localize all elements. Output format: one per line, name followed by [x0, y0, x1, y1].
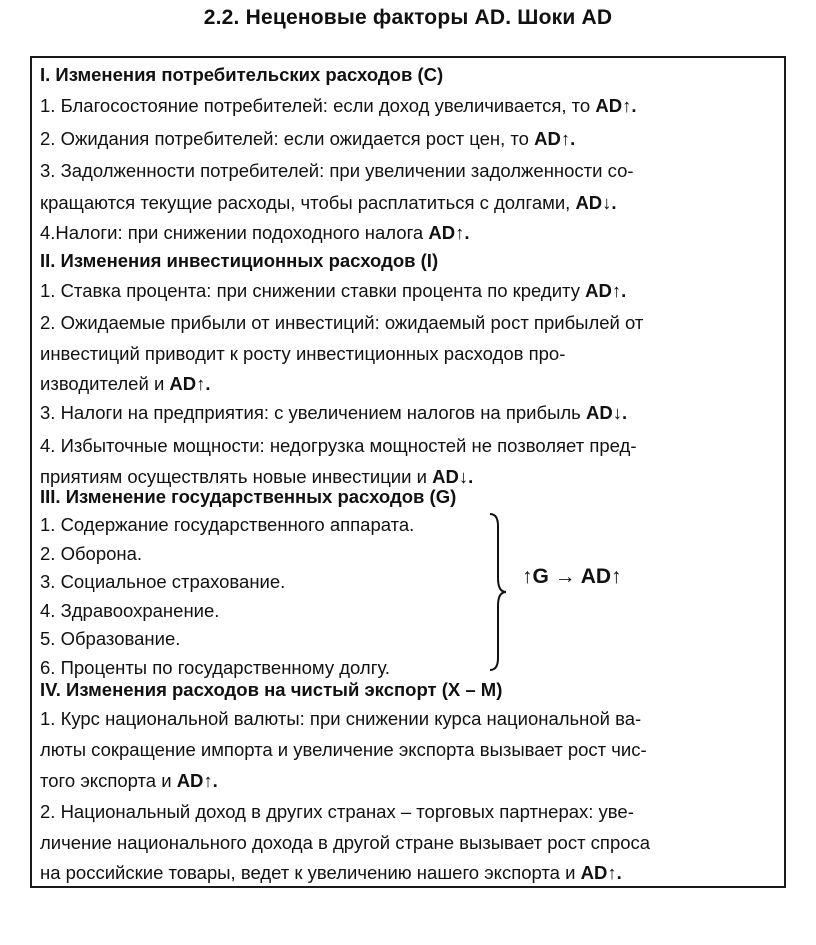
item-end: .: [464, 222, 470, 243]
item-text: 3. Социальное страхование.: [40, 571, 286, 592]
arrow-up-icon: ↑: [611, 280, 622, 301]
section1-item: [40, 128, 575, 150]
government-spending-effect: ↑G → AD↑: [522, 565, 622, 588]
section4-item: [40, 862, 622, 884]
arrow-down-icon: ↓: [602, 192, 612, 213]
section4-item: [40, 832, 650, 854]
item-text: 1. Курс национальной валюты: при снижении курса национальной ва-: [40, 708, 642, 729]
section1-item: [40, 160, 634, 182]
section4-item: [40, 770, 218, 792]
arrow-up-icon: ↑: [203, 770, 213, 791]
item-text: 2. Национальный доход в других странах – торговых партнерах: уве-: [40, 801, 634, 822]
item-text: кращаются текущие расходы, чтобы расплатиться с долгами,: [40, 192, 576, 213]
ad-label: AD: [575, 192, 603, 213]
item-end: .: [621, 280, 627, 301]
section2-item: [40, 343, 565, 365]
arrow-up-icon: ↑: [622, 95, 632, 116]
item-end: .: [212, 770, 218, 791]
ad-label: AD: [580, 862, 608, 883]
item-end: .: [611, 192, 617, 213]
ad-label: AD: [585, 402, 613, 423]
section1-heading: I. Изменения потребительских расходов (C): [40, 64, 444, 85]
ad-label: AD: [534, 128, 561, 149]
item-end: .: [631, 95, 637, 116]
section2-item: [40, 373, 211, 395]
section4-item: [40, 801, 634, 823]
ad-label: AD: [585, 280, 612, 301]
arrow-up-icon: ↑: [560, 128, 571, 149]
section3-item: [40, 628, 180, 650]
item-text: 3. Задолженности потребителей: при увеличении задолженности со-: [40, 160, 634, 181]
section3-item: [40, 571, 285, 593]
ad-label: AD: [428, 222, 456, 243]
item-text: инвестиций приводит к росту инвестиционных расходов про-: [40, 343, 566, 364]
section1-item: [40, 222, 469, 244]
section3-item: [40, 514, 414, 536]
curly-brace-icon: [488, 512, 508, 672]
section3-item: [40, 657, 390, 679]
item-end: .: [205, 373, 211, 394]
item-text: 1. Ставка процента: при снижении ставки процента по кредиту: [40, 280, 586, 301]
item-text: на российские товары, ведет к увеличению нашего экспорта и: [40, 862, 581, 883]
section2-item: [40, 466, 473, 488]
item-text: 4.Налоги: при снижении подоходного налога: [40, 222, 429, 243]
item-text: изводителей и: [40, 373, 170, 394]
item-text: того экспорта и: [40, 770, 177, 791]
arrow-up-icon: ↑: [455, 222, 465, 243]
item-text: 2. Оборона.: [40, 543, 143, 564]
section2-item: [40, 402, 627, 424]
arrow-down-icon: ↓: [612, 402, 622, 423]
section1-item: [40, 95, 636, 117]
item-text: 1. Содержание государственного аппарата.: [40, 514, 415, 535]
section2-item: [40, 280, 626, 302]
item-end: .: [621, 402, 628, 423]
item-end: .: [570, 128, 576, 149]
item-end: .: [616, 862, 622, 883]
section3-item: [40, 600, 219, 622]
item-text: люты сокращение импорта и увеличение экспорта вызывает рост чис-: [40, 739, 647, 760]
arrow-down-icon: ↓: [458, 466, 469, 487]
page-title: 2.2. Неценовые факторы AD. Шоки AD: [203, 6, 613, 29]
item-text: 2. Ожидаемые прибыли от инвестиций: ожидаемый рост прибылей от: [40, 312, 644, 333]
section4-item: [40, 739, 647, 761]
ad-label: AD: [176, 770, 204, 791]
section3-heading: III. Изменение государственных расходов (G): [40, 486, 457, 507]
ad-label: AD: [595, 95, 623, 116]
item-text: 5. Образование.: [40, 628, 181, 649]
section4-item: [40, 708, 641, 730]
item-text: 4. Избыточные мощности: недогрузка мощностей не позволяет пред-: [40, 435, 637, 456]
item-text: 1. Благосостояние потребителей: если доход увеличивается, то: [40, 95, 596, 116]
section1-item: [40, 192, 617, 214]
item-text: 4. Здравоохранение.: [40, 600, 220, 621]
section2-item: [40, 435, 637, 457]
ad-label: AD: [169, 373, 197, 394]
item-end: .: [468, 466, 474, 487]
section3-item: [40, 543, 142, 565]
arrow-up-icon: ↑: [196, 373, 206, 394]
item-text: личение национального дохода в другой стране вызывает рост спроса: [40, 832, 651, 853]
item-text: 3. Налоги на предприятия: с увеличением налогов на прибыль: [40, 402, 586, 423]
item-text: 2. Ожидания потребителей: если ожидается рост цен, то: [40, 128, 535, 149]
item-text: 6. Проценты по государственному долгу.: [40, 657, 391, 678]
section2-heading: II. Изменения инвестиционных расходов (I): [40, 250, 439, 271]
section4-heading: IV. Изменения расходов на чистый экспорт (X – M): [40, 679, 503, 700]
section2-item: [40, 312, 643, 334]
arrow-up-icon: ↑: [607, 862, 617, 883]
item-text: приятиям осуществлять новые инвестиции и: [40, 466, 433, 487]
ad-label: AD: [432, 466, 459, 487]
